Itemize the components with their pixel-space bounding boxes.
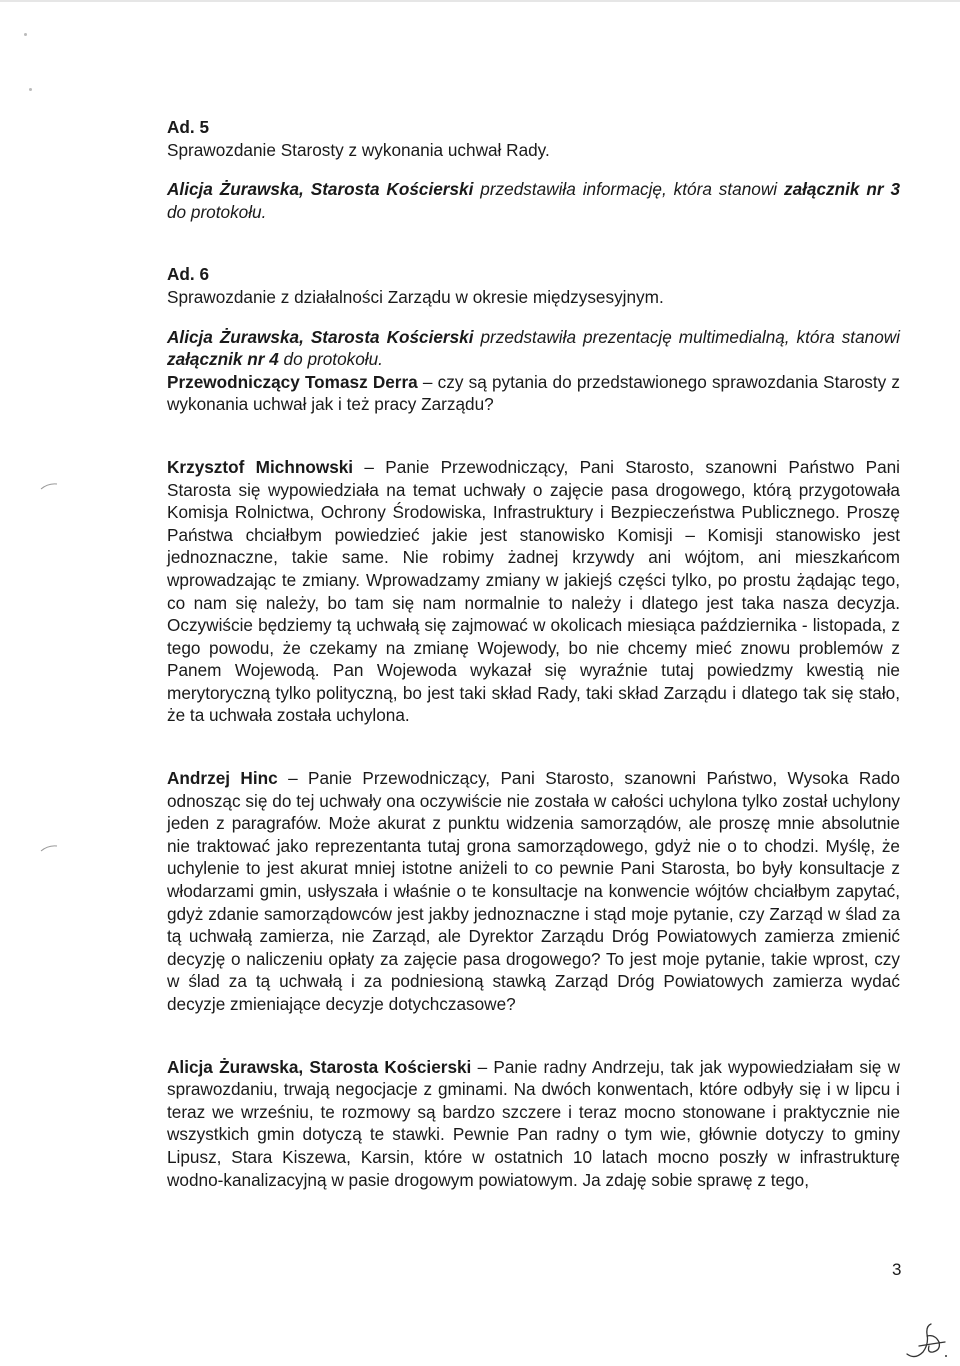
document-page bbox=[167, 116, 900, 1191]
statement-zurawska bbox=[167, 1056, 900, 1192]
statement-text: – Panie Przewodniczący, Pani Starosto, szanowni Państwo, Wysoka Rado odnosząc się do tej uchwały ona oczywiście nie została w całości uchylona tylko został uchylony jeden z paragrafów. Może akurat z punktu widzenia samorządów, ale proszę mnie absolutnie nie traktować jako reprezentanta tutaj grona samorządowego, gdyż nie o to chodzi. Myślę, że uchylenie to jest akurat mniej istotne aniżeli to co pewnie Pani Starosta, bo były konsultacje z włodarzami gmin, usłyszała i właśnie o te konsultacje na konwencie wójtów chciałbym zapytać, gdyż zdanie samorządowców jest jakby jednoznaczne i stąd moje pytanie, czy Zarząd w ślad za tą uchwałą zamierza, nie Zarząd, ale Dyrektor Zarządu Dróg Powiatowych zamierza zmienić decyzję o naliczeniu opłaty za zajęcie pasa drogowego? To jest moje pytanie, takie wprost, czy w ślad za tą uchwałą i za podniesioną stawką Zarząd Dróg Powiatowych zamierza wydać decyzje zmieniające decyzje dotychczasowe? bbox=[167, 768, 900, 1014]
section-heading: Ad. 6 bbox=[167, 264, 210, 285]
speaker-name: Alicja Żurawska, Starosta Kościerski bbox=[167, 179, 474, 200]
speaker-name: Przewodniczący Tomasz Derra bbox=[167, 371, 418, 392]
paragraph-ad5-report bbox=[167, 178, 900, 223]
margin-mark bbox=[40, 482, 58, 490]
section-ad6 bbox=[167, 263, 900, 308]
statement-text: – czy są pytania do przedstawionego sprawozdania Starosty z wykonania uchwał jak i też pracy Zarządu? bbox=[167, 371, 900, 415]
scan-speck bbox=[24, 33, 27, 36]
signature-icon bbox=[905, 1322, 951, 1360]
section-ad5 bbox=[167, 116, 900, 161]
paragraph-text: przedstawiła informację, która stanowi bbox=[473, 179, 784, 200]
section-subtitle: Sprawozdanie Starosty z wykonania uchwał Rady. bbox=[167, 139, 550, 160]
paragraph-text: przedstawiła prezentację multimedialną, która stanowi bbox=[473, 326, 900, 347]
statement-hinc bbox=[167, 767, 900, 1016]
speaker-name: Andrzej Hinc bbox=[167, 768, 278, 789]
statement-text: – Panie radny Andrzeju, tak jak wypowiedziałam się w sprawozdaniu, trwają negocjacje z gminami. Na dwóch konwentach, które odbyły się i w lipcu i teraz we wrześniu, te rozmowy są bardzo szczere i teraz mocno stonowane i praktycznie nie wszystkich gmin dotyczą te stawki. Pewnie Pan radny o tym wie, głównie dotyczy to gminy Lipusz, Stara Kiszewa, Karsin, które w ostatnich 10 latach mocno poszły w infrastrukturę wodno-kanalizacyjną w pasie drogowym powiatowym. Ja zdaję sobie sprawę z tego, bbox=[167, 1056, 901, 1190]
speaker-name: Alicja Żurawska, Starosta Kościerski bbox=[167, 1056, 472, 1077]
scan-speck bbox=[29, 88, 32, 91]
speaker-name: Alicja Żurawska, Starosta Kościerski bbox=[167, 326, 474, 347]
statement-derra bbox=[167, 371, 900, 416]
statement-text: – Panie Przewodniczący, Pani Starosto, szanowni Państwo Pani Starosta się wypowiedziała na temat uchwały o zajęcie pasa drogowego, którą przygotowała Komisja Rolnictwa, Ochrony Środowiska, Infrastruktury i Bezpieczeństwa Publicznego. Proszę Państwa chciałbym powiedzieć jakie jest stanowisko Komisji – Komisji stanowisko jest jednoznaczne, takie same. Nie robimy żadnej krzywdy ani wójtom, ani mieszkańcom wprowadzając te zmiany. Wprowadzamy zmiany w jakiejś części tylko, po prostu żądając tego, co nam się należy, bo tam się nam normalnie to należy i dlatego jest taka nasza decyzja. Oczywiście będziemy tą uchwałą się zajmować w okolicach miesiąca października - listopada, z tego powodu, że czekamy na zmianę Wojewody, bo nie chcemy mieć znowu problemów z Panem Wojewodą. Pan Wojewoda wykazał się wyraźnie tutaj powiedzmy kwestią nie merytoryczną tylko polityczną, bo jest taki skład Rady, taki skład Zarządu i dlatego tak się stało, że ta uchwała została uchylona. bbox=[167, 456, 901, 726]
attachment-ref: załącznik nr 3 bbox=[783, 179, 900, 200]
paragraph-text: do protokołu. bbox=[167, 201, 267, 222]
page-number: 3 bbox=[892, 1260, 902, 1279]
scan-top-edge bbox=[0, 0, 960, 2]
attachment-ref: załącznik nr 4 bbox=[167, 349, 279, 370]
paragraph-text: do protokołu. bbox=[278, 349, 383, 370]
statement-michnowski bbox=[167, 456, 900, 727]
section-heading: Ad. 5 bbox=[167, 117, 210, 137]
margin-mark bbox=[40, 844, 58, 852]
paragraph-ad6-report bbox=[167, 326, 900, 371]
speaker-name: Krzysztof Michnowski bbox=[167, 456, 354, 477]
section-subtitle: Sprawozdanie z działalności Zarządu w okresie międzysesyjnym. bbox=[167, 286, 664, 307]
